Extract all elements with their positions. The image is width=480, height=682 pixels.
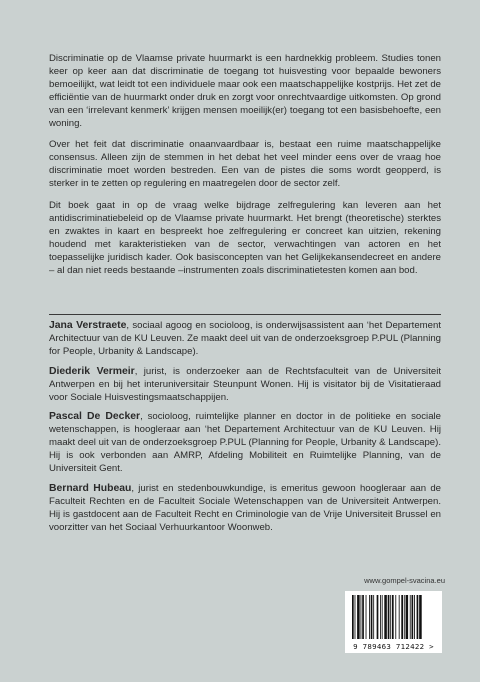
blurb-paragraph-1: Discriminatie op de Vlaamse private huurmarkt is een hardnekkig probleem. Studies tonen keer op keer aan dat discriminatie de toegang tot huisvesting voor bepaalde bewoners bemoeilijkt, wat leidt tot een individuele maar ook een maatschappelijke kostprijs. Het zet de efficiëntie van de huurmarkt onder druk en zorgt voor onrechtvaardige uitkomsten. Op grond van een ‘irrelevant kenmerk’ krijgen mensen moeilijk(er) toegang tot een basisbehoefte, een woning. [49,53,441,129]
barcode-bar [388,595,390,639]
barcode-bar [395,595,396,639]
barcode-bar [357,595,360,639]
barcode-bar [404,595,405,639]
barcode-bar [362,595,364,639]
barcode-bar [382,595,383,639]
barcode-bar [392,595,394,639]
blurb-paragraph-3: Dit boek gaat in op de vraag welke bijdrage zelfregulering kan leveren aan het antidiscriminatiebeleid op de Vlaamse private huurmarkt. Het brengt (theoretische) sterktes en zwaktes in kaart en bespreekt hoe zelfregulering er concreet kan uitzien, rekening houdend met karakteristieken van de sector, verwachtingen van actoren en het toepasselijke juridisch kader. Ook basisconcepten van het Gelijkekansendecreet en andere – al dan niet reeds bestaande –instrumenten zoals discriminatietesten komen aan bod. [49,200,441,276]
author-description: , jurist, is onderzoeker aan de Rechtsfaculteit van de Universiteit Antwerpen en bij het interuniversitair Steunpunt Wonen. Hij is visitator bij de Visitatieraad voor Sociale Huisvestingsmaatschappijen. [49,365,441,403]
author-name: Jana Verstraete [49,320,127,331]
barcode-bar [399,595,400,639]
barcode-bar [401,595,403,639]
author-bio [49,483,441,535]
barcode-bars [349,595,438,641]
author-name: Bernard Hubeau [49,482,132,494]
barcode-bar [406,595,409,639]
barcode-bar [410,595,411,639]
barcode-bar [380,595,381,639]
barcode-bar [417,595,419,639]
barcode-bar [412,595,414,639]
barcode-bar [390,595,391,639]
section-divider [49,314,441,315]
barcode-bar [371,595,373,639]
barcode-bar [377,595,379,639]
barcode-bar [352,595,354,639]
barcode-bar [419,595,422,639]
author-description: , sociaal agoog en socioloog, is onderwijsassistent aan ‘het Departement Architectuur van de KU Leuven. Ze maakt deel uit van de onderzoeksgroep P.PUL (Planning for People, Urbanity & Landscape). [49,320,441,357]
author-bios [49,320,441,542]
isbn-number: 9 789463 712422 > [353,642,434,651]
blurb [49,53,441,287]
author-bio [49,411,441,476]
barcode-bar [366,595,367,639]
barcode-bar [373,595,374,639]
author-description: , socioloog, ruimtelijke planner en doctor in de politieke en sociale wetenschappen, is hoogleraar aan ‘het Departement Architectuur van de KU Leuven. Hij maakt deel uit van de onderzoeksgroep P.PUL (Planning for People, Urbanity & Landscape). Hij is ook verbonden aan AMRP, Afdeling Mobiliteit en Ruimtelijke Planning, van de Universiteit Gent. [49,411,441,475]
barcode-bar [384,595,387,639]
isbn-barcode [345,591,442,653]
publisher-url[interactable]: www.gompel-svacina.eu [364,576,445,585]
author-name: Diederik Vermeir [49,365,135,377]
author-name: Pascal De Decker [49,411,141,423]
barcode-bar [414,595,415,639]
author-bio [49,320,441,359]
author-description: , jurist en stedenbouwkundige, is emeritus gewoon hoogleraar aan de Faculteit Rechten en de Faculteit Sociale Wetenschappen van de Universiteit Antwerpen. Hij is gastdocent aan de Faculteit Recht en Criminologie van de Vrije Universiteit Brussel en voorzitter van het Sociaal Verhuurkantoor Woonweb. [49,482,441,533]
barcode-bar [361,595,362,639]
blurb-paragraph-2: Over het feit dat discriminatie onaanvaardbaar is, bestaat een ruime maatschappelijke consensus. Alleen zijn de stemmen in het debat het veel minder eens over de vraag hoe discriminatie moet worden bestreden. Een van de pistes die soms wordt geopperd, is sterker in te zetten op regulering en maatregelen door de sector zelf. [49,139,441,190]
author-bio [49,366,441,405]
barcode-bar [369,595,370,639]
barcode-bar [355,595,356,639]
